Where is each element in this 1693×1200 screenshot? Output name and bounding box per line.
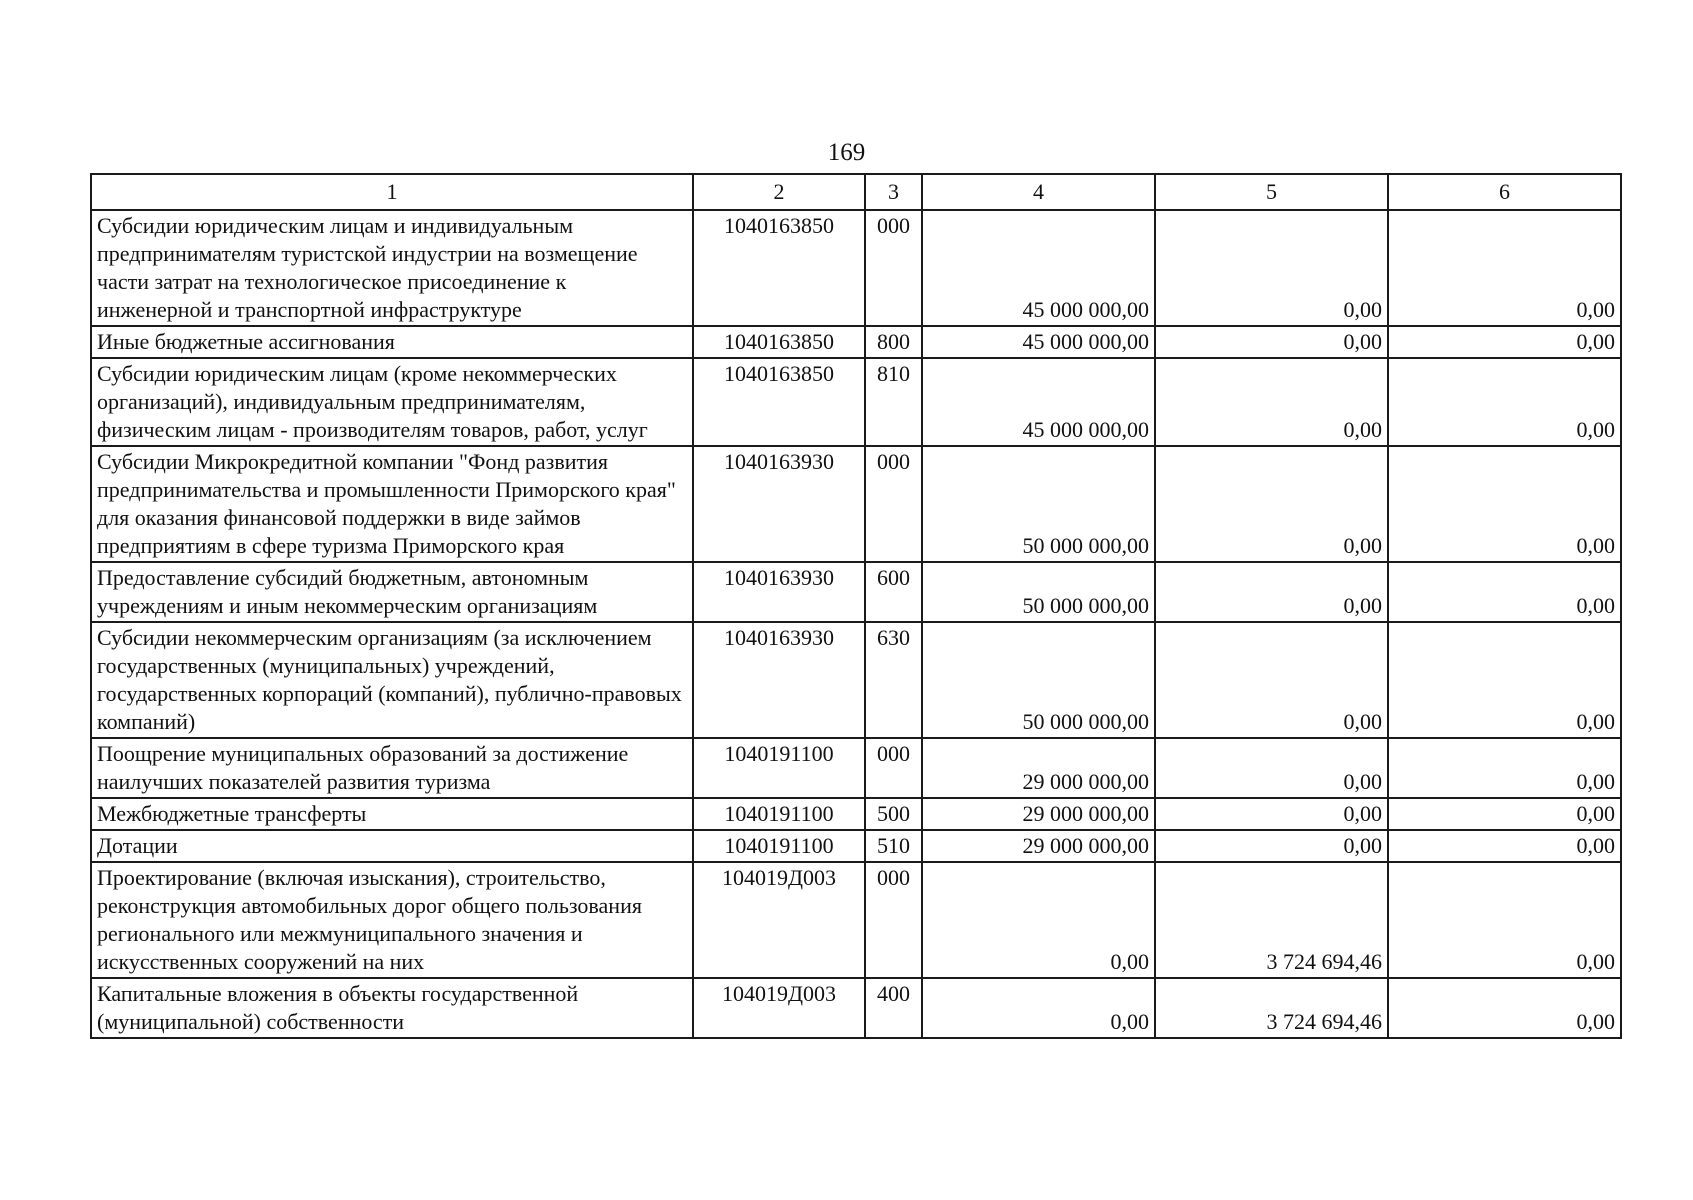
row-type: 510 — [865, 830, 922, 862]
row-sum-2: 0,00 — [1155, 830, 1388, 862]
row-sum-1: 45 000 000,00 — [922, 326, 1155, 358]
row-type: 000 — [865, 738, 922, 798]
row-sum-2: 0,00 — [1155, 210, 1388, 326]
row-sum-3: 0,00 — [1388, 830, 1621, 862]
row-sum-2: 0,00 — [1155, 562, 1388, 622]
row-type: 600 — [865, 562, 922, 622]
row-sum-2: 3 724 694,46 — [1155, 862, 1388, 978]
row-code: 1040163850 — [693, 210, 865, 326]
row-sum-1: 0,00 — [922, 862, 1155, 978]
table-row — [91, 562, 1621, 622]
row-sum-3: 0,00 — [1388, 326, 1621, 358]
header-row — [91, 174, 1621, 210]
row-sum-3: 0,00 — [1388, 562, 1621, 622]
row-sum-3: 0,00 — [1388, 862, 1621, 978]
row-name: Субсидии юридическим лицам (кроме некоммерческих организаций), индивидуальным предпринимателям, физическим лицам - производителям товаров, работ, услуг — [91, 358, 693, 446]
row-type: 500 — [865, 798, 922, 830]
header-col-4: 4 — [922, 174, 1155, 210]
row-sum-1: 29 000 000,00 — [922, 738, 1155, 798]
table-row — [91, 798, 1621, 830]
row-code: 1040191100 — [693, 830, 865, 862]
row-sum-1: 0,00 — [922, 978, 1155, 1038]
table-row — [91, 358, 1621, 446]
row-type: 000 — [865, 210, 922, 326]
row-code: 104019Д003 — [693, 862, 865, 978]
row-type: 800 — [865, 326, 922, 358]
row-name: Поощрение муниципальных образований за достижение наилучших показателей развития туризма — [91, 738, 693, 798]
row-sum-3: 0,00 — [1388, 978, 1621, 1038]
row-sum-1: 50 000 000,00 — [922, 562, 1155, 622]
table-header — [91, 174, 1621, 210]
table-row — [91, 446, 1621, 562]
row-name: Субсидии некоммерческим организациям (за исключением государственных (муниципальных) учреждений, государственных корпораций (компаний), публично-правовых компаний) — [91, 622, 693, 738]
row-type: 810 — [865, 358, 922, 446]
header-col-6: 6 — [1388, 174, 1621, 210]
row-sum-3: 0,00 — [1388, 446, 1621, 562]
row-code: 1040163930 — [693, 562, 865, 622]
budget-table — [90, 173, 1622, 1039]
row-sum-2: 3 724 694,46 — [1155, 978, 1388, 1038]
row-name: Иные бюджетные ассигнования — [91, 326, 693, 358]
row-sum-3: 0,00 — [1388, 210, 1621, 326]
row-code: 1040191100 — [693, 738, 865, 798]
row-sum-1: 45 000 000,00 — [922, 358, 1155, 446]
table-row — [91, 978, 1621, 1038]
page-number: 169 — [827, 139, 866, 166]
table-row — [91, 326, 1621, 358]
row-sum-1: 45 000 000,00 — [922, 210, 1155, 326]
row-type: 630 — [865, 622, 922, 738]
row-sum-2: 0,00 — [1155, 358, 1388, 446]
header-col-3: 3 — [865, 174, 922, 210]
table-row — [91, 210, 1621, 326]
table-row — [91, 622, 1621, 738]
header-col-1: 1 — [91, 174, 693, 210]
row-name: Субсидии юридическим лицам и индивидуальным предпринимателям туристской индустрии на возмещение части затрат на технологическое присоединение к инженерной и транспортной инфраструктуре — [91, 210, 693, 326]
row-sum-2: 0,00 — [1155, 798, 1388, 830]
row-name: Дотации — [91, 830, 693, 862]
row-sum-1: 29 000 000,00 — [922, 798, 1155, 830]
row-code: 1040163850 — [693, 358, 865, 446]
row-name: Предоставление субсидий бюджетным, автономным учреждениям и иным некоммерческим организациям — [91, 562, 693, 622]
row-name: Капитальные вложения в объекты государственной (муниципальной) собственности — [91, 978, 693, 1038]
row-sum-1: 50 000 000,00 — [922, 446, 1155, 562]
header-col-5: 5 — [1155, 174, 1388, 210]
row-code: 104019Д003 — [693, 978, 865, 1038]
row-name: Субсидии Микрокредитной компании "Фонд развития предпринимательства и промышленности Приморского края" для оказания финансовой поддержки в виде займов предприятиям в сфере туризма Приморского края — [91, 446, 693, 562]
table-body — [91, 210, 1621, 1038]
row-sum-2: 0,00 — [1155, 738, 1388, 798]
table-row — [91, 738, 1621, 798]
row-code: 1040163850 — [693, 326, 865, 358]
row-sum-3: 0,00 — [1388, 798, 1621, 830]
row-sum-3: 0,00 — [1388, 358, 1621, 446]
row-sum-2: 0,00 — [1155, 446, 1388, 562]
row-sum-3: 0,00 — [1388, 738, 1621, 798]
row-sum-2: 0,00 — [1155, 326, 1388, 358]
row-sum-1: 50 000 000,00 — [922, 622, 1155, 738]
table-row — [91, 830, 1621, 862]
header-col-2: 2 — [693, 174, 865, 210]
row-code: 1040163930 — [693, 446, 865, 562]
row-sum-1: 29 000 000,00 — [922, 830, 1155, 862]
row-type: 000 — [865, 862, 922, 978]
row-code: 1040163930 — [693, 622, 865, 738]
table-row — [91, 862, 1621, 978]
row-code: 1040191100 — [693, 798, 865, 830]
row-name: Проектирование (включая изыскания), строительство, реконструкция автомобильных дорог общего пользования регионального или межмуниципального значения и искусственных сооружений на них — [91, 862, 693, 978]
row-name: Межбюджетные трансферты — [91, 798, 693, 830]
row-sum-2: 0,00 — [1155, 622, 1388, 738]
row-sum-3: 0,00 — [1388, 622, 1621, 738]
row-type: 400 — [865, 978, 922, 1038]
row-type: 000 — [865, 446, 922, 562]
